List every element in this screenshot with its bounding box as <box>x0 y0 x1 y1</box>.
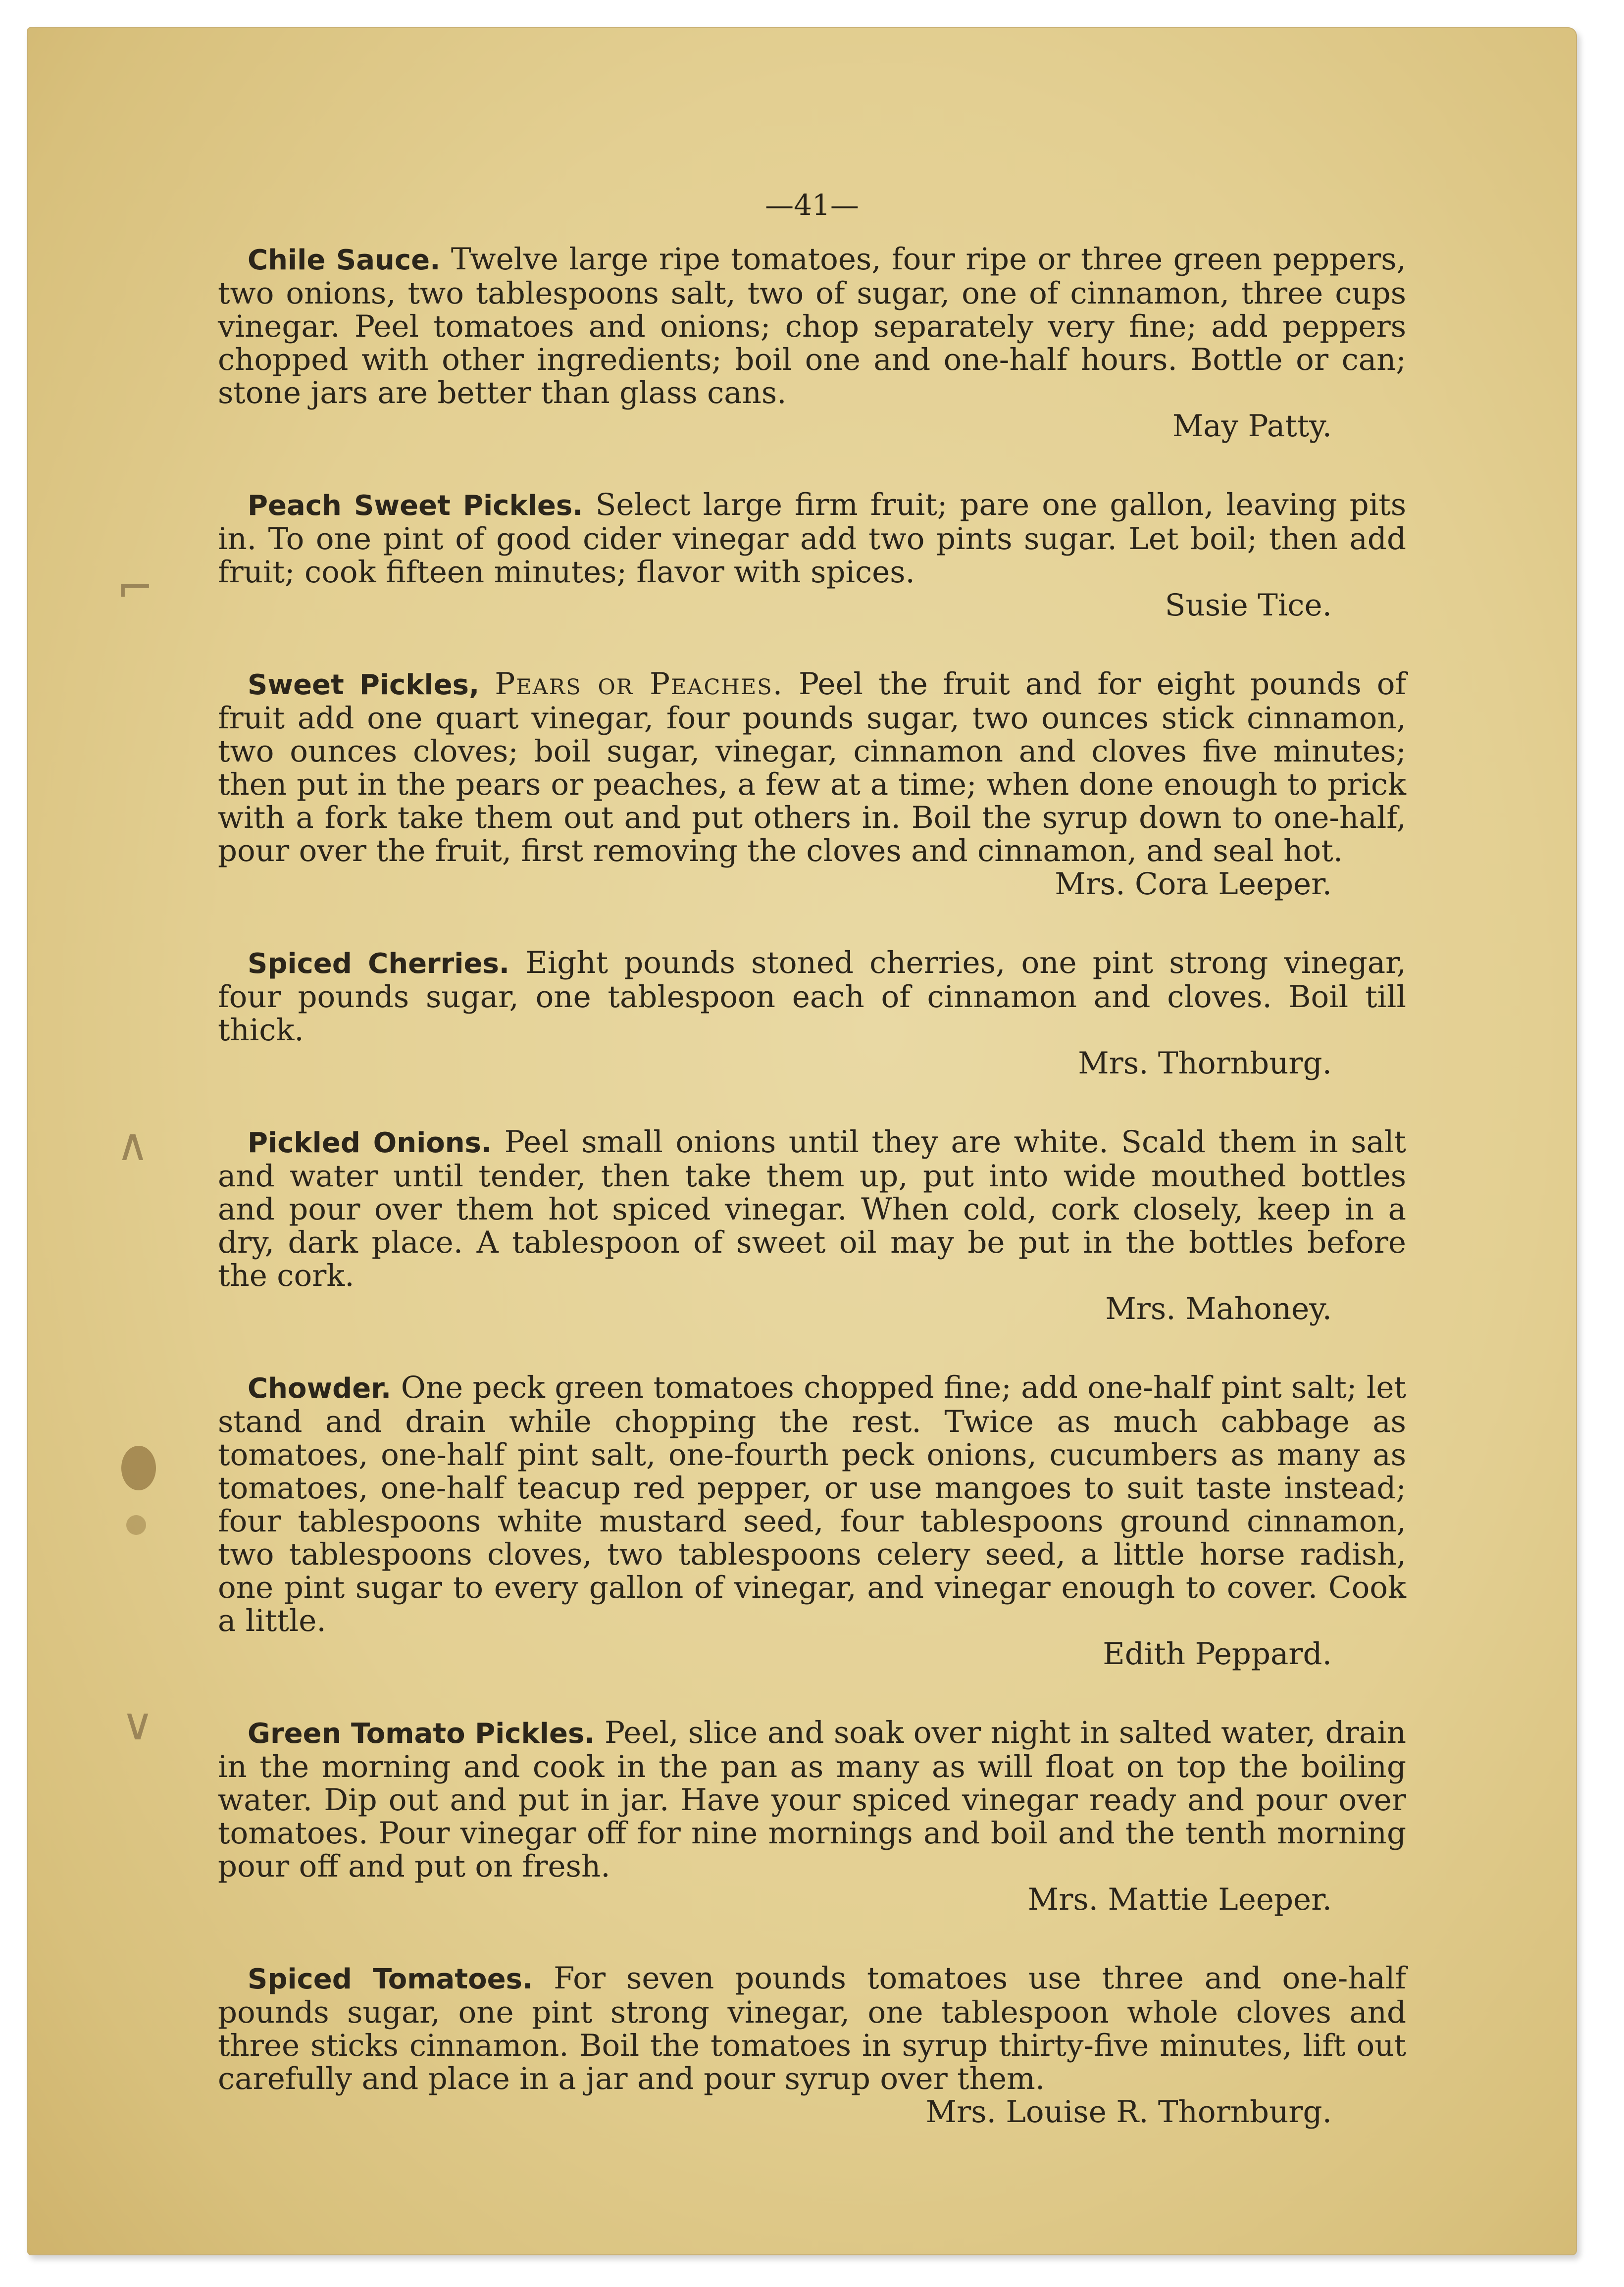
recipe-text: Peel the fruit and for eight pounds of fruit add one quart vinegar, four pounds sugar, two ounces stick cinnamon, two ounces cloves; boil sugar, vinegar, cinnamon and cloves five minutes; then put in the pears or peaches, a few at a time; when done enough to prick with a fork take them out and put others in. Boil the syrup down to one-half, pour over the fruit, first removing the cloves and cinnamon, and seal hot. <box>218 666 1407 868</box>
recipe-title: Pickled Onions. <box>248 1127 492 1159</box>
recipe-text: Twelve large ripe tomatoes, four ripe or three green peppers, two onions, two tablespoons salt, two of sugar, one of cinnamon, three cups vinegar. Peel tomatoes and onions; chop separately very fine; add peppers chopped with other ingredients; boil one and one-half hours. Bottle or can; stone jars are better than glass cans. <box>218 242 1407 410</box>
stain-mark <box>126 1515 146 1535</box>
recipe-subtitle: Pears or Peaches. <box>495 666 784 702</box>
recipe-author: Mrs. Louise R. Thornburg. <box>925 2094 1332 2130</box>
recipe <box>218 1716 1406 1916</box>
recipe-text: Peel small onions until they are white. Scald them in salt and water until tender, then take them up, put into wide mouthed bottles and pour over them hot spiced vinegar. When cold, cork closely, keep in a dry, dark place. A tablespoon of sweet oil may be put in the bottles before the cork. <box>218 1124 1406 1293</box>
stain-mark <box>121 1446 156 1490</box>
recipe-title: Chowder. <box>248 1372 392 1405</box>
recipe <box>218 1371 1406 1671</box>
recipe <box>218 243 1406 443</box>
page-number: —41— <box>765 188 859 222</box>
recipe-title: Sweet Pickles, <box>248 669 480 701</box>
binding-hole-mark: ∨ <box>121 1698 154 1750</box>
binding-hole-mark: ⌐ <box>116 562 154 614</box>
recipe <box>218 1125 1406 1325</box>
recipe-text: Peel, slice and soak over night in salted water, drain in the morning and cook in the pan as many as will float on top the boiling water. Dip out and put in jar. Have your spiced vinegar ready and pour over tomatoes. Pour vinegar off for nine mornings and boil and the tenth morning pour off and put on fresh. <box>218 1715 1406 1884</box>
recipe-author: Susie Tice. <box>1165 588 1332 623</box>
recipe-title: Spiced Tomatoes. <box>248 1963 533 1995</box>
recipe-title: Green Tomato Pickles. <box>248 1718 595 1750</box>
recipe-author: Mrs. Cora Leeper. <box>1055 866 1332 902</box>
recipe-title: Peach Sweet Pickles. <box>248 490 583 522</box>
recipe-title: Chile Sauce. <box>248 244 441 276</box>
recipe-author: Mrs. Mahoney. <box>1105 1291 1332 1326</box>
recipe <box>218 1962 1406 2129</box>
recipe-author: Mrs. Mattie Leeper. <box>1027 1882 1332 1917</box>
recipe-title: Spiced Cherries. <box>248 948 510 980</box>
recipe <box>218 488 1406 622</box>
recipe <box>218 946 1406 1080</box>
recipe-text: Eight pounds stoned cherries, one pint strong vinegar, four pounds sugar, one tablespoon each of cinnamon and cloves. Boil till thick. <box>218 945 1407 1048</box>
recipe-author: Edith Peppard. <box>1103 1636 1332 1672</box>
binding-hole-mark: ∧ <box>116 1119 149 1171</box>
recipe-text: Select large firm fruit; pare one gallon, leaving pits in. To one pint of good cider vinegar add two pints sugar. Let boil; then add fruit; cook fifteen minutes; flavor with spices. <box>218 487 1407 590</box>
recipe-list <box>218 243 1406 2174</box>
recipe-text: One peck green tomatoes chopped fine; add one-half pint salt; let stand and drain while chopping the rest. Twice as much cabbage as tomatoes, one-half pint salt, one-fourth peck onions, cucumbers as many as tomatoes, one-half teacup red pepper, or use mangoes to suit taste instead; four tablespoons white mustard seed, four tablespoons ground cinnamon, two tablespoons cloves, two tablespoons celery seed, a little horse radish, one pint sugar to every gallon of vinegar, and vinegar enough to cover. Cook a little. <box>218 1370 1407 1638</box>
recipe-text: For seven pounds tomatoes use three and one-half pounds sugar, one pint strong vinegar, one tablespoon whole cloves and three sticks cinnamon. Boil the tomatoes in syrup thirty-five minutes, lift out carefully and place in a jar and pour syrup over them. <box>218 1961 1407 2096</box>
recipe-author: Mrs. Thornburg. <box>1078 1046 1332 1081</box>
recipe-author: May Patty. <box>1172 408 1332 444</box>
recipe <box>218 667 1406 901</box>
